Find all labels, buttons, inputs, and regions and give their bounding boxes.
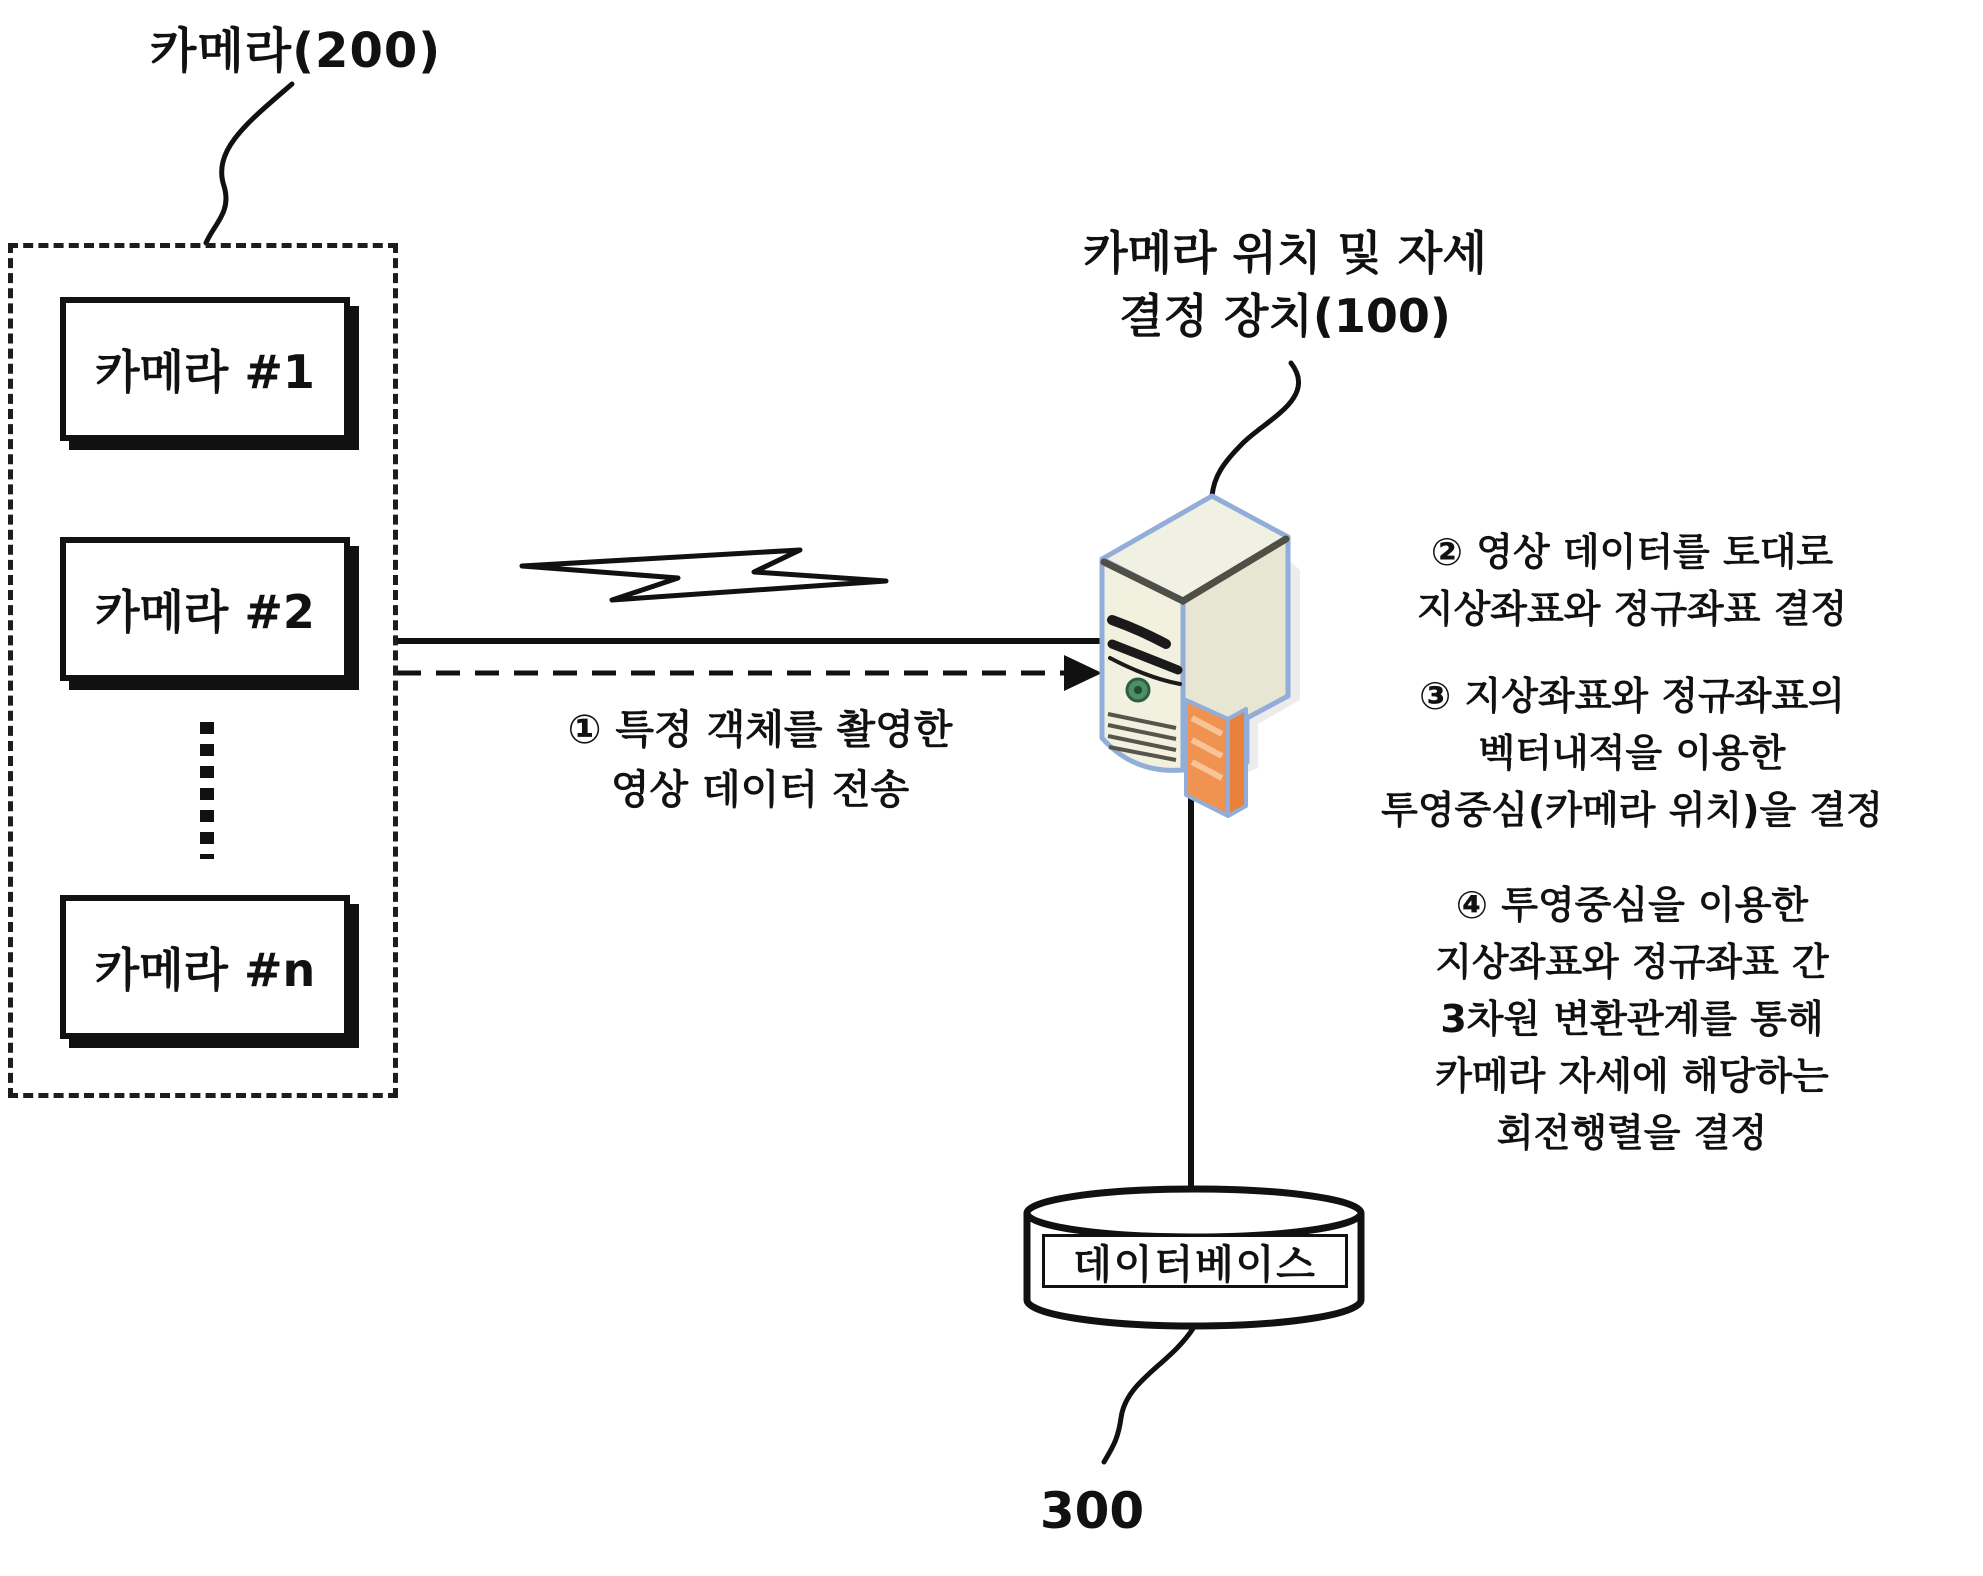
annotation-3-line2: 벡터내적을 이용한 [1478, 731, 1786, 775]
camera-n-box [60, 895, 350, 1039]
annotation-1-line2: 영상 데이터 전송 [610, 767, 910, 813]
annotation-column [1362, 524, 1902, 1192]
annotation-4-line4: 카메라 자세에 해당하는 [1435, 1054, 1829, 1098]
leader-curve-device [1212, 363, 1299, 496]
annotation-2-line2: 지상좌표와 정규좌표 결정 [1416, 587, 1848, 631]
camera-1-box [60, 297, 350, 441]
leader-curve-database-ref [1104, 1327, 1194, 1462]
device-title [1015, 222, 1555, 348]
annotation-4-line2: 지상좌표와 정규좌표 간 [1435, 940, 1829, 984]
annotation-4-line5: 회전행렬을 결정 [1496, 1111, 1768, 1155]
lightning-bolt-icon [522, 550, 886, 600]
device-title-line2: 결정 장치(100) [1119, 289, 1451, 343]
camera-2-label: 카메라 #2 [95, 585, 315, 639]
annotation-4 [1362, 877, 1902, 1162]
annotation-3 [1362, 668, 1902, 839]
server-icon [1102, 496, 1300, 816]
database-label-box [1042, 1234, 1348, 1288]
annotation-2-line1: ② 영상 데이터를 토대로 [1430, 530, 1834, 574]
annotation-1 [495, 700, 1025, 820]
annotation-3-line1: ③ 지상좌표와 정규좌표의 [1419, 674, 1845, 718]
arrowhead-to-device [1064, 655, 1102, 691]
annotation-4-line3: 3차원 변환관계를 통해 [1440, 997, 1824, 1041]
device-title-line1: 카메라 위치 및 자세 [1083, 226, 1487, 280]
leader-curve-camera-group [206, 84, 292, 243]
manual-book-icon [1186, 700, 1246, 816]
annotation-3-line3: 투영중심(카메라 위치)을 결정 [1381, 788, 1883, 832]
camera-2-box [60, 537, 350, 681]
annotation-4-line1: ④ 투영중심을 이용한 [1455, 883, 1809, 927]
camera-1-label: 카메라 #1 [95, 345, 315, 399]
camera-n-label: 카메라 #n [94, 943, 316, 997]
annotation-1-line1: ① 특정 객체를 촬영한 [567, 707, 953, 753]
annotation-2 [1362, 524, 1902, 638]
camera-group-label: 카메라(200) [150, 23, 442, 79]
database-label: 데이터베이스 [1073, 1241, 1317, 1288]
vertical-ellipsis [200, 722, 214, 859]
database-ref-number: 300 [1039, 1482, 1145, 1540]
